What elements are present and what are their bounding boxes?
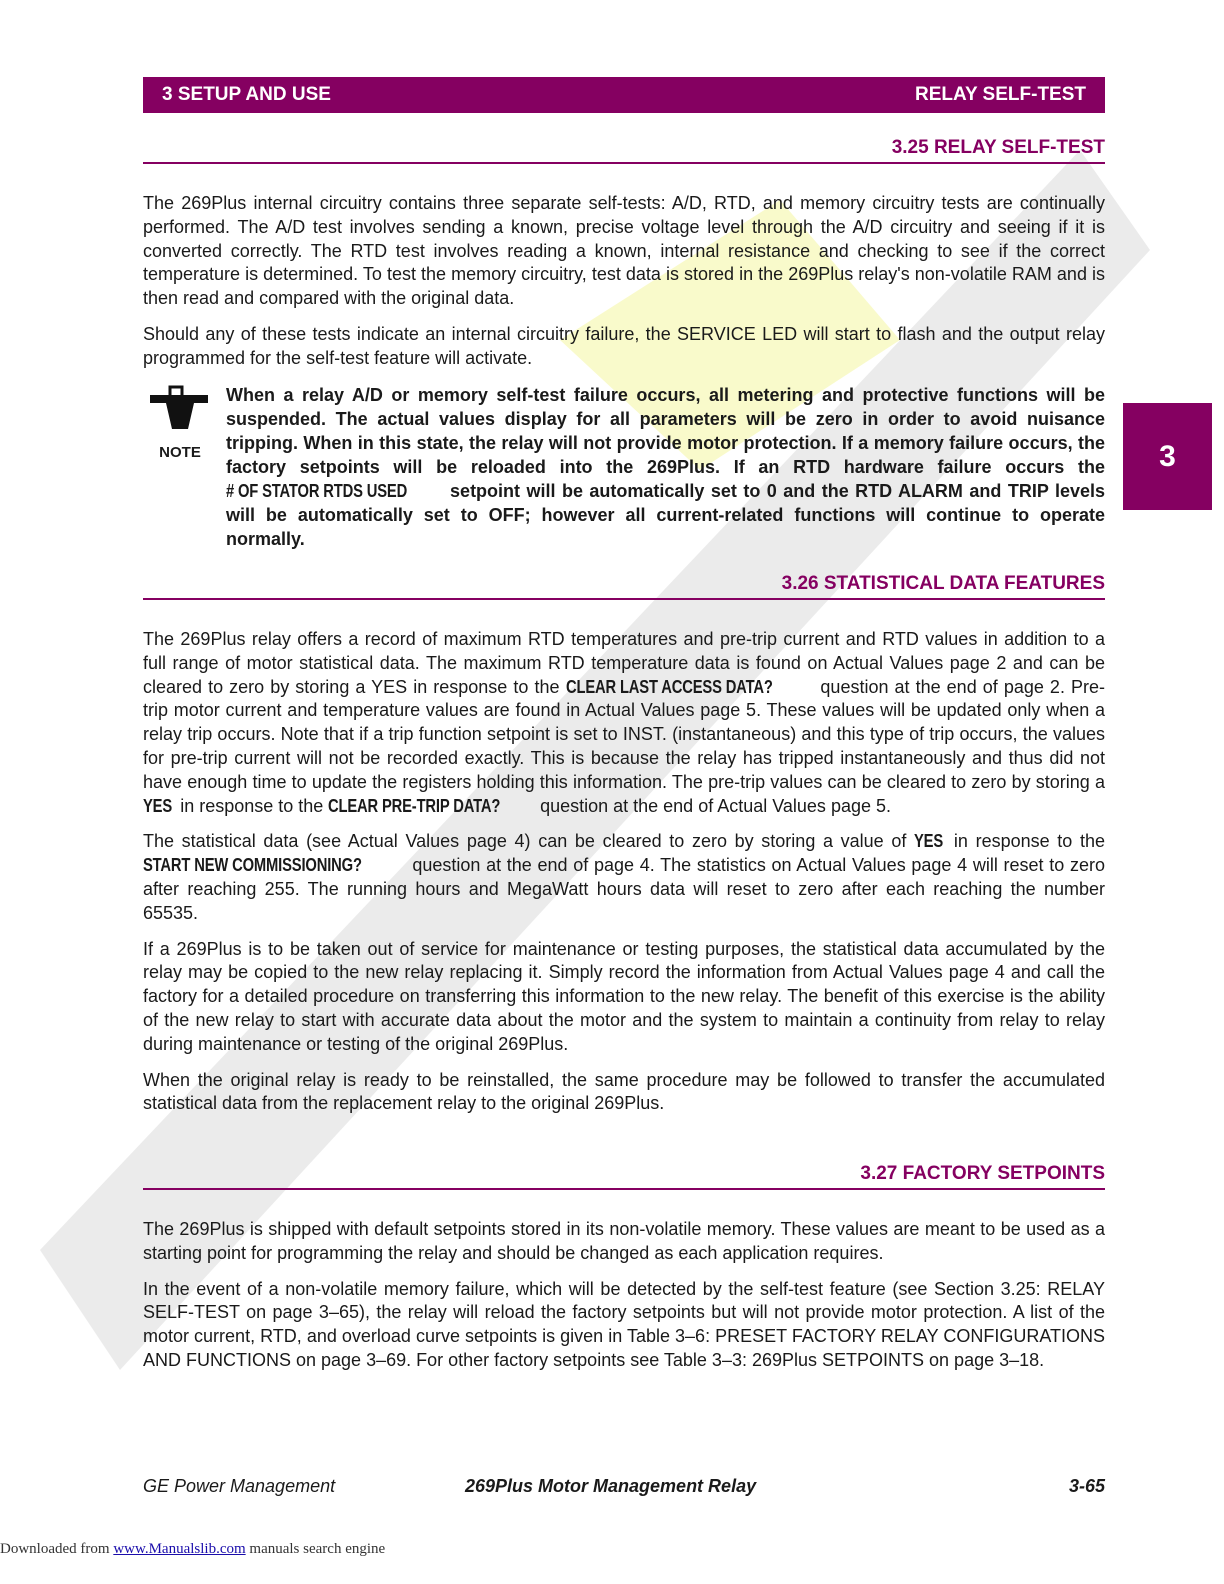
text-segment: The 269Plus relay offers a record of maximum RTD temperatures and pre-trip current and RTD values in addition to a full range of motor statistical data. The maximum RTD temperature data is found on Actual Values page 2 and can be cleared to zero by storing a YES in response to the [143, 629, 1105, 697]
download-suffix: manuals search engine [245, 1541, 386, 1557]
page-footer [143, 1476, 1105, 1500]
note-text [226, 383, 1105, 551]
paragraph-self-test-intro: The 269Plus internal circuitry contains three separate self-tests: A/D, RTD, and memory circuitry tests are continually performed. The A/D test involves sending a known, precise voltage level through the A/D circuitry and seeing if it is converted correctly. The RTD test involves reading a known, internal resistance and checking to see if the correct temperature is determined. To test the memory circuitry, test data is stored in the 269Plus relay's non-volatile RAM and is then read and compared with the original data. [143, 193, 1105, 309]
text-segment: question at the end of page 4. The statistics on Actual Values page 4 will reset to zero after reaching 255. The running hours and MegaWatt hours data will reset to zero after each reaching the number 65535. [143, 855, 1105, 923]
value-yes: YES [143, 795, 173, 816]
paragraph-reinstall: When the original relay is ready to be reinstalled, the same procedure may be followed to transfer the accumulated statistical data from the replacement relay to the original 269Plus. [143, 1069, 1105, 1114]
chapter-tab: 3 [1123, 403, 1212, 510]
header-section: RELAY SELF-TEST [914, 84, 1086, 105]
note-text-part2: setpoint will be automatically set to 0 and the RTD ALARM and TRIP levels will be automatically set to OFF; however all current-related functions will continue to operate normally. [226, 481, 1105, 549]
header-chapter: 3 SETUP AND USE [162, 84, 331, 105]
paragraph-statistical-data [143, 628, 1105, 818]
download-banner [0, 1541, 385, 1558]
text-segment: in response to the [175, 795, 329, 816]
manualslib-link[interactable]: www.Manualslib.com [113, 1541, 246, 1557]
section-title-3-26: 3.26 STATISTICAL DATA FEATURES [143, 573, 1105, 600]
paragraph-self-test-failure: Should any of these tests indicate an internal circuitry failure, the SERVICE LED will start to flash and the output relay programmed for the self-test feature will activate. [143, 323, 1105, 368]
text-segment: The statistical data (see Actual Values page 4) can be cleared to zero by storing a value of [143, 831, 915, 852]
paragraph-statistics-reset [143, 830, 1105, 925]
paragraph-service-transfer: If a 269Plus is to be taken out of service for maintenance or testing purposes, the statistical data accumulated by the relay may be copied to the new relay replacing it. Simply record the information from Actual Values page 4 and call the factory for a detailed procedure on transferring this information to the new relay. The benefit of this exercise is the ability of the new relay to start with accurate data about the motor and the system to maintain a continuity from relay to relay during maintenance or testing of the original 269Plus. [143, 938, 1105, 1054]
note-label: NOTE [159, 444, 201, 461]
text-segment: question at the end of Actual Values page 5. [535, 795, 891, 816]
value-yes: YES [914, 831, 944, 852]
footer-product: 269Plus Motor Management Relay [465, 1476, 757, 1496]
note-hand-icon [148, 383, 212, 435]
note-text-part1: When a relay A/D or memory self-test failure occurs, all metering and protective functions will be suspended. The actual values display for all parameters will be zero in order to avoid nuisance tripping. When in this state, the relay will not provide motor protection. If a memory failure occurs, the factory setpoints will be reloaded into the 269Plus. If an RTD hardware failure occurs the [226, 385, 1105, 477]
section-title-3-25: 3.25 RELAY SELF-TEST [143, 137, 1105, 164]
paragraph-default-setpoints: The 269Plus is shipped with default setpoints stored in its non-volatile memory. These values are meant to be used as a starting point for programming the relay and should be changed as each application requires. [143, 1219, 1105, 1263]
setpoint-stator-rtds: # OF STATOR RTDS USED [226, 481, 408, 501]
section-title-3-27: 3.27 FACTORY SETPOINTS [143, 1163, 1105, 1190]
setpoint-clear-last-access: CLEAR LAST ACCESS DATA? [565, 676, 773, 697]
page-header-bar [143, 77, 1105, 113]
note-block-icon [148, 383, 212, 461]
paragraph-memory-failure: In the event of a non-volatile memory failure, which will be detected by the self-test feature (see Section 3.25: RELAY SELF-TEST on page 3–65), the relay will reload the factory setpoints but will not provide motor protection. A list of the motor current, RTD, and overload curve setpoints is given in Table 3–6: PRESET FACTORY RELAY CONFIGURATIONS AND FUNCTIONS on page 3–69. For other factory setpoints see Table 3–3: 269Plus SETPOINTS on page 3–18. [143, 1278, 1105, 1370]
setpoint-clear-pre-trip: CLEAR PRE-TRIP DATA? [328, 795, 501, 816]
download-prefix: Downloaded from [0, 1541, 114, 1557]
setpoint-start-new-commissioning: START NEW COMMISSIONING? [143, 855, 362, 876]
footer-company: GE Power Management [143, 1476, 336, 1496]
text-segment: question at the end of page 2. Pre-trip motor current and temperature values are found in Actual Values page 5. These values will be updated only when a relay trip occurs. Note that if a trip function setpoint is set to INST. (instantaneous) and this type of trip occurs, the values for pre-trip current will not be recorded exactly. This is because the relay has tripped instantaneously and thus did not have enough time to update the registers holding this information. The pre-trip values can be cleared to zero by storing a [143, 676, 1106, 792]
text-segment: in response to the [946, 831, 1105, 852]
footer-page-number: 3-65 [1068, 1476, 1105, 1496]
